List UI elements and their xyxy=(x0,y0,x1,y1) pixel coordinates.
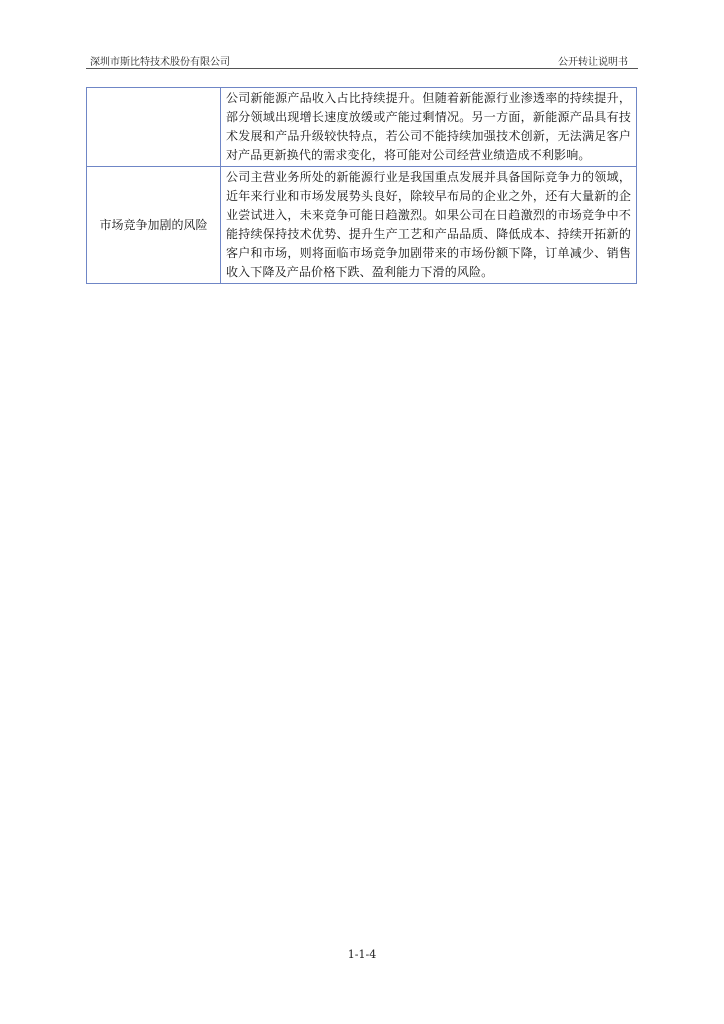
risk-description-text: 公司主营业务所处的新能源行业是我国重点发展并具备国际竞争力的领域，近年来行业和市场发展势头良好，除较早布局的企业之外，还有大量新的企业尝试进入，未来竞争可能日趋激烈。如果公司在日趋激烈的市场竞争中不能持续保持技术优势、提升生产工艺和产品品质、降低成本、持续开拓新的客户和市场，则将面临市场竞争加剧带来的市场份额下降，订单减少、销售收入下降及产品价格下跌、盈利能力下滑的风险。 xyxy=(226,170,631,279)
page-number: 1-1-4 xyxy=(347,948,377,961)
page-header xyxy=(86,48,638,69)
header-company-name: 深圳市斯比特技术股份有限公司 xyxy=(90,57,230,68)
risk-description-text: 公司新能源产品收入占比持续提升。但随着新能源行业渗透率的持续提升，部分领域出现增长速度放缓或产能过剩情况。另一方面，新能源产品具有技术发展和产品升级较快特点，若公司不能持续加强技术创新，无法满足客户对产品更新换代的需求变化，将可能对公司经营业绩造成不利影响。 xyxy=(226,91,631,162)
risk-description-cell xyxy=(221,88,637,167)
table-row xyxy=(87,88,637,167)
risk-name-cell xyxy=(87,88,221,167)
risk-description-cell xyxy=(221,167,637,284)
table-row xyxy=(87,167,637,284)
header-document-title: 公开转让说明书 xyxy=(558,57,628,68)
risk-name-cell: 市场竞争加剧的风险 xyxy=(87,167,221,284)
risk-factor-table xyxy=(86,87,637,284)
